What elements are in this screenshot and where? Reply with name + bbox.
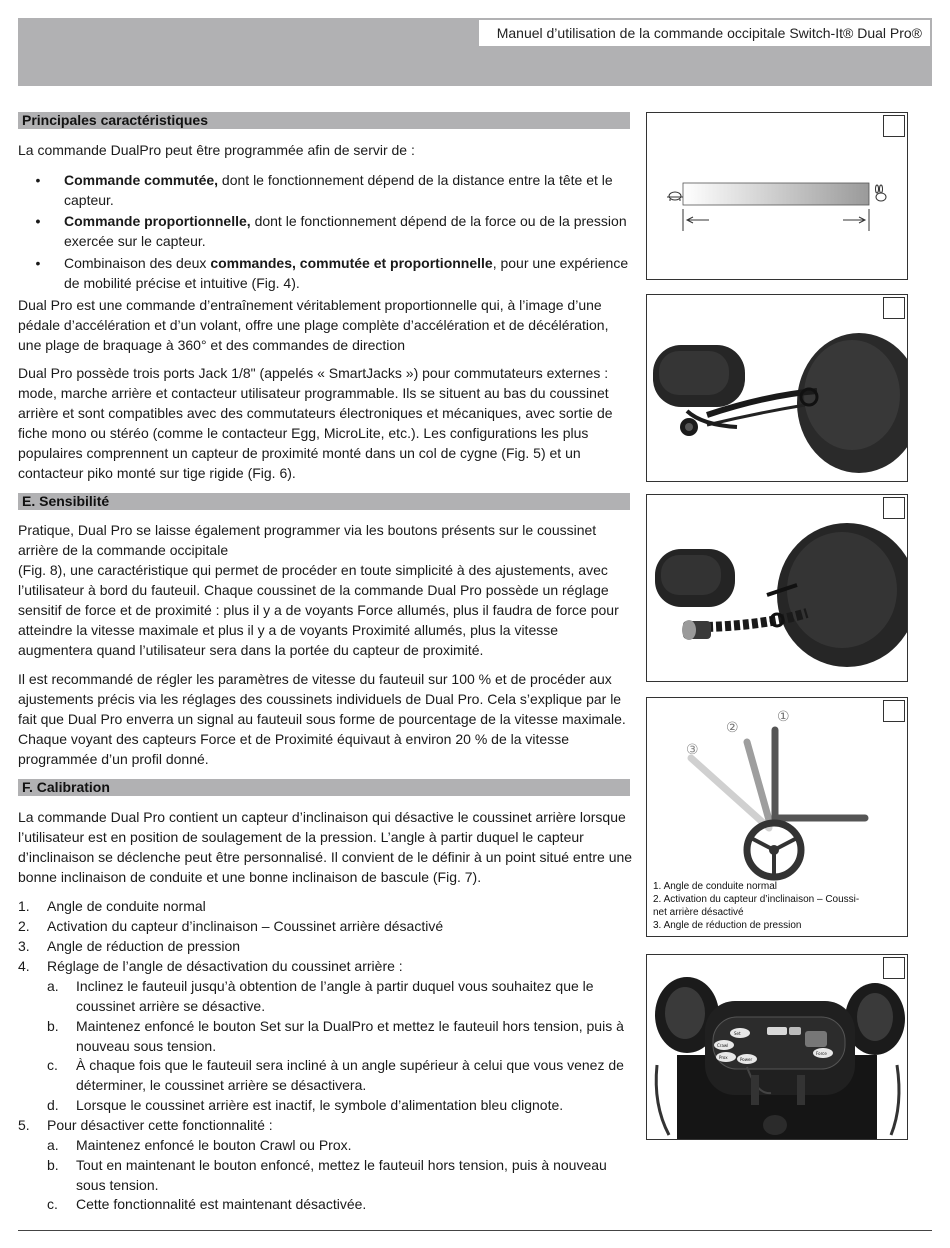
sensitivity-para-2: Il est recommandé de régler les paramètres de vitesse du fauteuil sur 100 % et de procéder aux ajustements précis via les réglages des coussinets individuels de Dual Pro. Cela s’explique par le fait que Dual Pro enverra un signal au fauteuil sous forme de pourcentage de la vitesse maximale. Chaque voyant des capteurs Force et de Proximité équivaut à environ 20 % de la vitesse programmée d’un profil donné.	[18, 671, 626, 767]
figure-7-caption-2a: 2. Activation du capteur d’inclinaison – Coussi-	[653, 894, 860, 905]
turtle-icon	[667, 192, 683, 201]
force-button-label: Force	[816, 1051, 827, 1056]
list-item	[18, 956, 633, 976]
list-text: Réglage de l’angle de désactivation du coussinet arrière :	[47, 958, 403, 974]
section-heading-sensitivity: E. Sensibilité	[18, 493, 630, 510]
footer-rule	[18, 1230, 932, 1231]
sublist-letter: a.	[47, 978, 59, 994]
sublist-text: À chaque fois que le fauteuil sera incliné à un angle supérieur à celui que vous venez de déterminer, le coussinet arrière se désactivera.	[76, 1057, 624, 1093]
control-panel-illustration	[647, 955, 908, 1140]
list-text: Pour désactiver cette fonctionnalité :	[47, 1117, 273, 1133]
figure-8-photo	[646, 954, 908, 1140]
marker-2: ②	[726, 720, 739, 736]
header-bar	[18, 18, 932, 86]
gradient-bar	[683, 183, 869, 205]
sublist-letter: a.	[47, 1137, 59, 1153]
sublist-text: Lorsque le coussinet arrière est inactif, le symbole d’alimentation bleu clignote.	[76, 1097, 564, 1113]
list-text: Angle de conduite normal	[47, 898, 206, 914]
list-number: 4.	[18, 958, 30, 974]
marker-3: ③	[686, 742, 699, 758]
bullet-bold: Commande commutée,	[64, 172, 219, 188]
sublist-text: Maintenez enfoncé le bouton Crawl ou Prox.	[76, 1137, 352, 1153]
bullet-text: , pour une expérience de mobilité précise et intuitive (Fig. 4).	[64, 255, 629, 291]
sublist-item	[47, 1055, 637, 1095]
sublist-text: Cette fonctionnalité est maintenant désactivée.	[76, 1196, 367, 1212]
sensitivity-para-1b: (Fig. 8), une caractéristique qui permet de procéder en toute simplicité à des ajustements, avec l’utilisateur à bord du fauteuil. Chaque coussinet de la commande Dual Pro possède un réglage sensitif de force et de proximité : plus il y a de voyants Force allumés, plus il faudra de force pour atteindre la vitesse maximale et plus il y a de voyants Proximité allumés, plus la vitesse augmentera quand l’utilisateur sera dans la portée du capteur de proximité.	[18, 562, 619, 658]
section-heading-calibration: F. Calibration	[18, 779, 630, 796]
sublist-text: Inclinez le fauteuil jusqu’à obtention de l’angle à partir duquel vous souhaitez que le coussinet arrière se désactive.	[76, 978, 594, 1014]
section-heading-features: Principales caractéristiques	[18, 112, 630, 129]
bullet-marker: •	[35, 213, 41, 229]
calibration-para: La commande Dual Pro contient un capteur d’inclinaison qui désactive le coussinet arrière lorsque l’utilisateur est en position de soulagement de la pression. L’angle à partir duquel le capteur d’inclinaison se déclenche peut être personnalisé. Il convient de le définir à un point situé entre une bonne inclinaison de conduite et une bonne inclinaison de bascule (Fig. 7).	[18, 809, 633, 885]
sublist-letter: c.	[47, 1196, 58, 1212]
features-para-2: Dual Pro possède trois ports Jack 1/8" (appelés « SmartJacks ») pour commutateurs externes : mode, marche arrière et contacteur utilisateur programmable. Ils se situent au bas du coussinet arrière et sont compatibles avec des commutateurs électroniques et mécaniques, avec sortie de fiche mono ou stéréo (comme le contacteur Egg, MicroLite, etc.). Les configurations les plus populaires comprennent un capteur de proximité monté dans un col de cygne (Fig. 5) et un contacteur piko monté sur tige rigide (Fig. 6).	[18, 365, 613, 481]
list-item	[18, 896, 633, 916]
distance-diagram	[647, 113, 908, 280]
list-text: Angle de réduction de pression	[47, 938, 241, 954]
sublist-item	[47, 1016, 637, 1056]
set-button-label: Set	[734, 1031, 741, 1036]
list-item	[18, 916, 633, 936]
header-title: Manuel d’utilisation de la commande occipitale Switch-It® Dual Pro®	[479, 20, 930, 46]
sublist-item	[47, 976, 637, 1016]
figure-7-caption-2b: net arrière désactivé	[653, 907, 744, 918]
list-item	[18, 936, 633, 956]
figure-7-diagram	[646, 697, 908, 937]
bullet-bold: Commande proportionnelle,	[64, 213, 251, 229]
bullet-text: dont le fonctionnement dépend de la distance entre la tête et le capteur.	[64, 172, 613, 208]
feature-bullet-switched	[28, 170, 638, 210]
feature-bullet-combined	[28, 253, 638, 293]
bullet-pre: Combinaison des deux	[64, 255, 211, 271]
figure-7-caption-3: 3. Angle de réduction de pression	[653, 920, 802, 931]
figure-4-diagram	[646, 112, 908, 280]
sublist-letter: c.	[47, 1057, 58, 1073]
figure-number-box	[883, 497, 905, 519]
sensitivity-para-1a: Pratique, Dual Pro se laisse également programmer via les boutons présents sur le coussinet arrière de la commande occipitale	[18, 522, 597, 558]
rabbit-icon	[876, 185, 887, 201]
figure-number-box	[883, 957, 905, 979]
prox-button-label: Prox	[719, 1055, 728, 1060]
list-number: 3.	[18, 938, 30, 954]
sublist-text: Tout en maintenant le bouton enfoncé, mettez le fauteuil hors tension, puis à nouveau sous tension.	[76, 1157, 607, 1193]
power-button-label: Power	[740, 1057, 753, 1062]
bullet-marker: •	[35, 255, 41, 271]
features-para-1: Dual Pro est une commande d’entraînement véritablement proportionnelle qui, à l’image d’une pédale d’accélération et d’un volant, offre une plage complète d’accélération et de décélération, une plage de braquage à 360° et des commandes de direction	[18, 297, 609, 353]
marker-1: ①	[777, 709, 790, 725]
figure-7-caption-1: 1. Angle de conduite normal	[653, 881, 777, 892]
bullet-bold: commandes, commutée et proportionnelle	[210, 255, 493, 271]
list-text: Activation du capteur d’inclinaison – Coussinet arrière désactivé	[47, 918, 444, 934]
sublist-letter: d.	[47, 1097, 59, 1113]
features-intro: La commande DualPro peut être programmée afin de servir de :	[18, 142, 415, 158]
sublist-letter: b.	[47, 1157, 59, 1173]
sublist-text: Maintenez enfoncé le bouton Set sur la DualPro et mettez le fauteuil hors tension, puis à nouveau sous tension.	[76, 1018, 624, 1054]
list-number: 5.	[18, 1117, 30, 1133]
sublist-item	[47, 1194, 637, 1214]
headrest-gooseneck-illustration	[647, 295, 908, 482]
headrest-piko-illustration	[647, 495, 908, 682]
bullet-marker: •	[35, 172, 41, 188]
sublist-item	[47, 1095, 637, 1115]
crawl-button-label: Crawl	[717, 1043, 729, 1048]
feature-bullet-proportional	[28, 211, 638, 251]
figure-number-box	[883, 297, 905, 319]
sublist-item	[47, 1155, 637, 1195]
sublist-letter: b.	[47, 1018, 59, 1034]
list-number: 2.	[18, 918, 30, 934]
sublist-item	[47, 1135, 637, 1155]
list-number: 1.	[18, 898, 30, 914]
figure-5-photo	[646, 294, 908, 482]
bullet-text: dont le fonctionnement dépend de la force ou de la pression exercée sur le capteur.	[64, 213, 627, 249]
list-item	[18, 1115, 633, 1135]
figure-6-photo	[646, 494, 908, 682]
